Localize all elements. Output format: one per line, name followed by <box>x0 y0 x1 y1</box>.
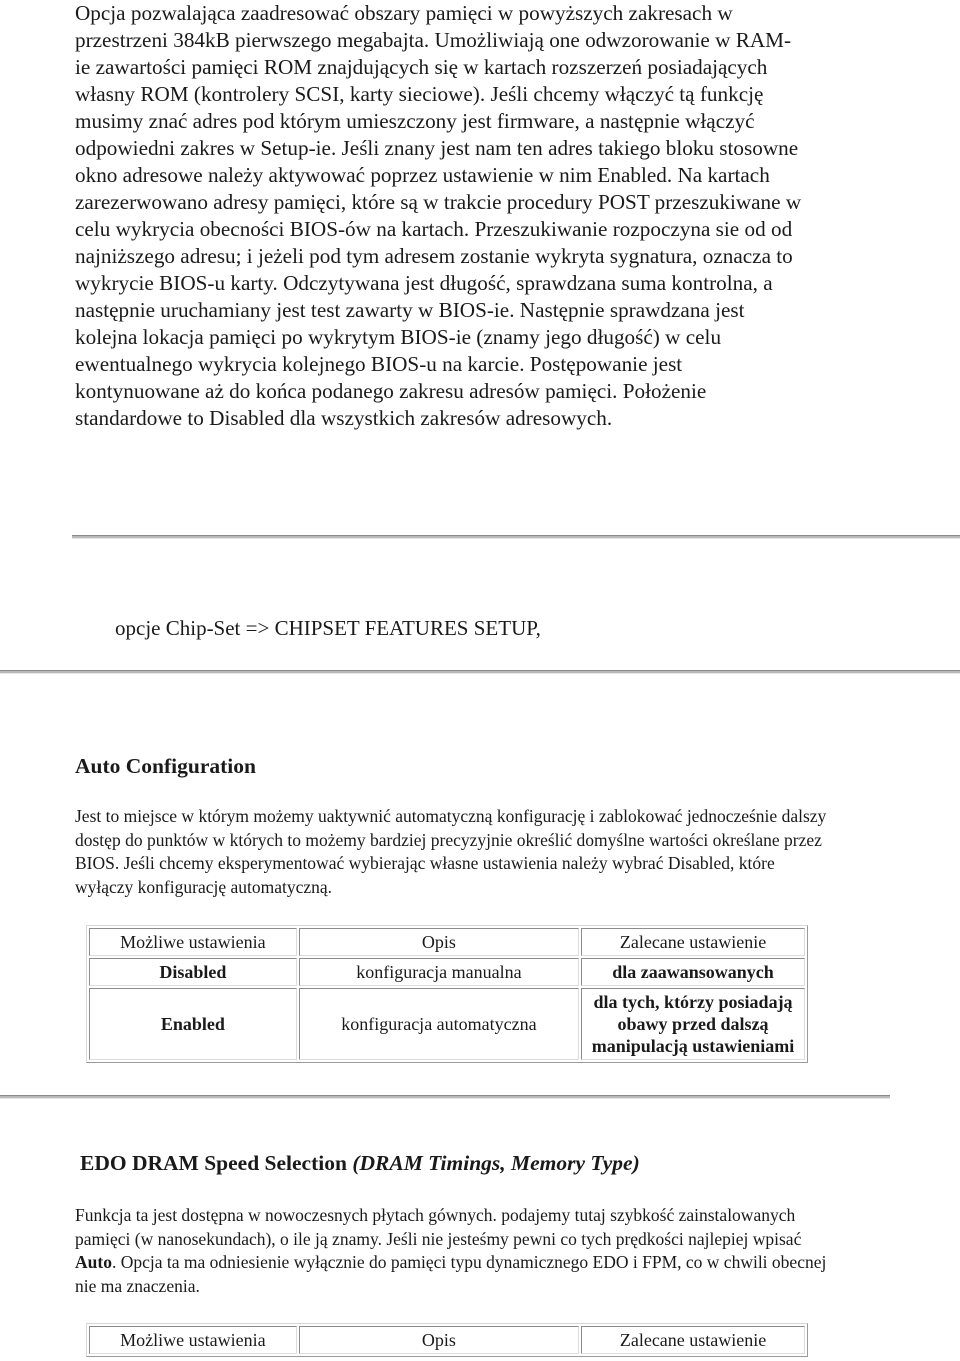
table-header-row <box>89 1326 805 1354</box>
table-row <box>89 988 805 1060</box>
divider <box>0 1095 890 1099</box>
divider <box>0 670 960 674</box>
divider <box>72 535 960 539</box>
table-cell: dla zaawansowanych <box>581 958 805 986</box>
table-cell: konfiguracja automatyczna <box>299 988 579 1060</box>
header-cell: Możliwe ustawienia <box>89 928 297 956</box>
edo-dram-description-auto: Auto <box>75 1252 112 1272</box>
table-cell: Enabled <box>89 988 297 1060</box>
edo-dram-title-main: EDO DRAM Speed Selection <box>80 1151 347 1175</box>
edo-dram-title <box>80 1151 640 1176</box>
auto-configuration-title: Auto Configuration <box>75 754 256 778</box>
table-cell: konfiguracja manualna <box>299 958 579 986</box>
table-cell: dla tych, którzy posiadają obawy przed dalszą manipulacją ustawieniami <box>581 988 805 1060</box>
header-cell: Zalecane ustawienie <box>581 1326 805 1354</box>
intro-paragraph: Opcja pozwalająca zaadresować obszary pamięci w powyższych zakresach w przestrzeni 384kB pierwszego megabajta. Umożliwiają one odwzorowanie w RAM-ie zawartości pamięci ROM znajdujących się w kartach rozszerzeń posiadających własny ROM (kontrolery SCSI, karty sieciowe). Jeśli chcemy włączyć tą funkcję musimy znać adres pod którym umieszczony jest firmware, a następnie włączyć odpowiedni zakres w Setup-ie. Jeśli znany jest nam ten adres takiego bloku stosowne okno adresowe należy aktywować poprzez ustawienie w nim Enabled. Na kartach zarezerwowano adresy pamięci, które są w trakcie procedury POST przeszukiwane w celu wykrycia obecności BIOS-ów na kartach. Przeszukiwanie rozpoczyna sie od od najniższego adresu; i jeżeli pod tym adresem zostanie wykryta sygnatura, oznacza to wykrycie BIOS-u karty. Odczytywana jest długość, sprawdzana suma kontrolna, a następnie uruchamiany jest test zawarty w BIOS-ie. Następnie sprawdzana jest kolejna lokacja pamięci po wykrytym BIOS-ie (znamy jego długość) w celu ewentualnego wykrycia kolejnego BIOS-u na karcie. Postępowanie jest kontynuowane aż do końca podanego zakresu adresów pamięci. Położenie standardowe to Disabled dla wszystkich zakresów adresowych. <box>75 1 802 430</box>
auto-configuration-table <box>86 925 808 1063</box>
edo-dram-table <box>86 1323 808 1357</box>
header-cell: Zalecane ustawienie <box>581 928 805 956</box>
table-header-row <box>89 928 805 956</box>
header-cell: Opis <box>299 1326 579 1354</box>
edo-dram-description-text: . Opcja ta ma odniesienie wyłącznie do pamięci typu dynamicznego EDO i FPM, co w chwili obecnej nie ma znaczenia. <box>75 1252 827 1296</box>
table-row <box>89 958 805 986</box>
edo-dram-description-text: Funkcja ta jest dostępna w nowoczesnych płytach gównych. podajemy tutaj szybkość zainstalowanych pamięci (w nanosekundach), o ile ją znamy. Jeśli nie jesteśmy pewni co tych prędkości najlepiej wpisać <box>75 1205 802 1249</box>
header-cell: Możliwe ustawienia <box>89 1326 297 1354</box>
auto-configuration-description: Jest to miejsce w którym możemy uaktywnić automatyczną konfigurację i zablokować jednocześnie dalszy dostęp do punktów w których to możemy bardziej precyzyjnie określić domyślne wartości określane przez BIOS. Jeśli chcemy eksperymentować wybierając własne ustawienia należy wybrać Disabled, które wyłączy konfigurację automatyczną. <box>75 806 827 897</box>
edo-dram-title-subtitle: (DRAM Timings, Memory Type) <box>352 1151 640 1175</box>
chipset-heading: opcje Chip-Set => CHIPSET FEATURES SETUP, <box>115 616 541 640</box>
table-cell: Disabled <box>89 958 297 986</box>
edo-dram-description <box>75 1204 835 1298</box>
header-cell: Opis <box>299 928 579 956</box>
